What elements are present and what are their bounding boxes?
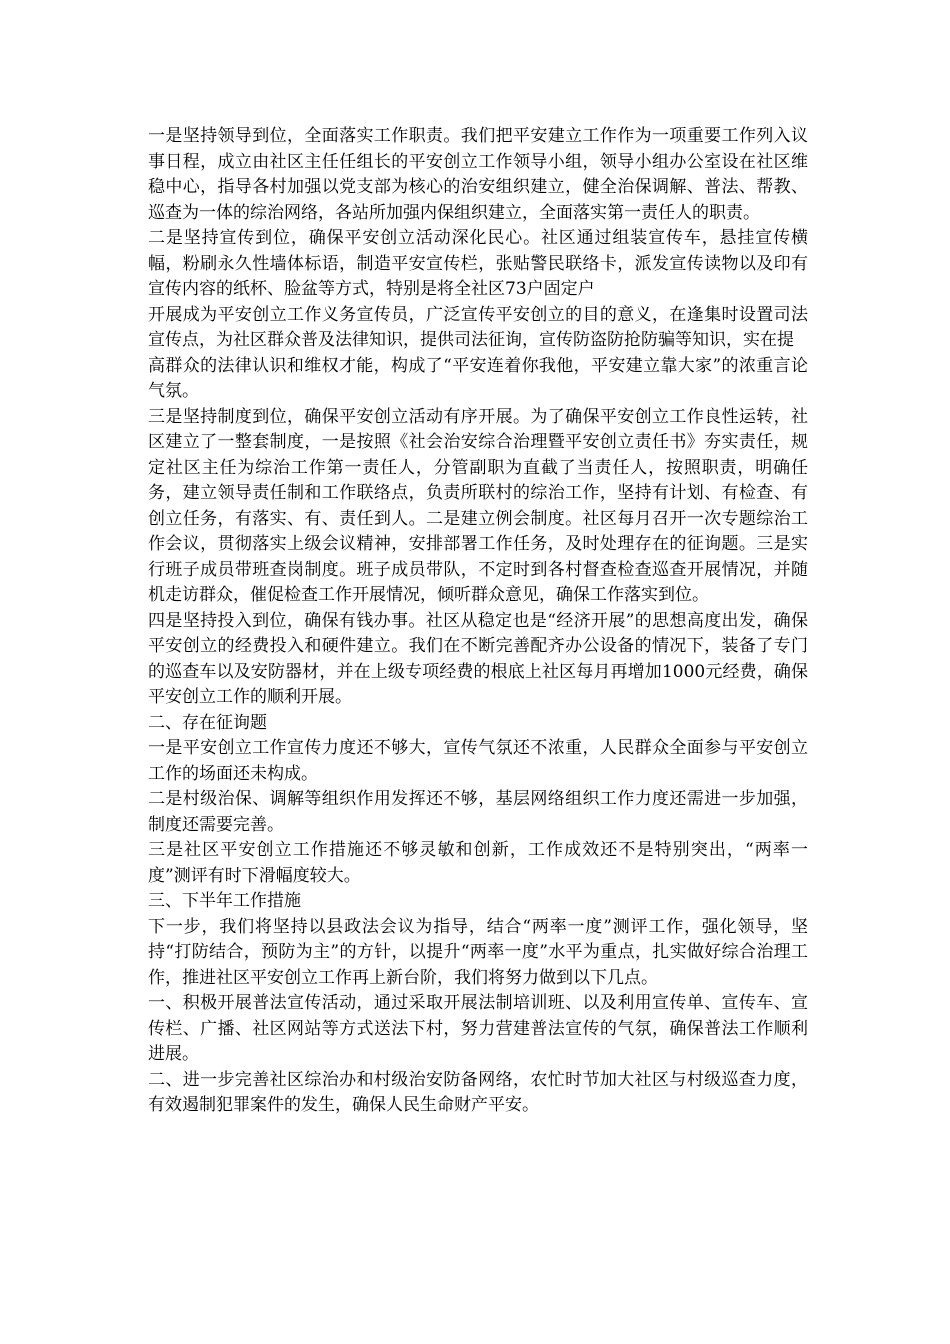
paragraph-leadership: 一是坚持领导到位，全面落实工作职责。我们把平安建立工作作为一项重要工作列入议事日程，成立由社区主任任组长的平安创立工作领导小组，领导小组办公室设在社区维稳中心，指导各村加强以党支部为核心的治安组织建立，健全治保调解、普法、帮教、巡查为一体的综治网络，各站所加强内保组织建立，全面落实第一责任人的职责。: [148, 126, 808, 223]
paragraph-problem-3: 三是社区平安创立工作措施还不够灵敏和创新，工作成效还不是特别突出，“两率一度”测评有时下滑幅度较大。: [148, 840, 808, 886]
paragraph-problem-2: 二是村级治保、调解等组织作用发挥还不够，基层网络组织工作力度还需进一步加强，制度还需要完善。: [148, 789, 808, 835]
paragraph-publicity-continued: 开展成为平安创立工作义务宣传员，广泛宣传平安创立的目的意义，在逢集时设置司法宣传点，为社区群众普及法律知识，提供司法征询，宣传防盗防抢防骗等知识，实在提: [148, 304, 808, 350]
section-heading-measures: 三、下半年工作措施: [148, 891, 301, 911]
document-body: [148, 124, 808, 1119]
paragraph-publicity: 二是坚持宣传到位，确保平安创立活动深化民心。社区通过组装宣传车，悬挂宣传横幅，粉刷永久性墙体标语，制造平安宣传栏，张贴警民联络卡，派发宣传读物以及印有宣传内容的纸杯、脸盆等方式，特别是将全社区73户固定户: [148, 228, 808, 299]
paragraph-measure-1: 一、积极开展普法宣传活动，通过采取开展法制培训班、以及利用宣传单、宣传车、宣传栏、广播、社区网站等方式送法下村，努力营建普法宣传的气氛，确保普法工作顺利进展。: [148, 993, 808, 1064]
paragraph-publicity-end: 高群众的法律认识和维权才能，构成了“平安连着你我他，平安建立靠大家”的浓重言论气氛。: [148, 355, 808, 401]
paragraph-investment: 四是坚持投入到位，确保有钱办事。社区从稳定也是“经济开展”的思想高度出发，确保平安创立的经费投入和硬件建立。我们在不断完善配齐办公设备的情况下，装备了专门的巡查车以及安防器材，并在上级专项经费的根底上社区每月再增加1000元经费，确保平安创立工作的顺利开展。: [148, 610, 808, 707]
paragraph-problem-1: 一是平安创立工作宣传力度还不够大，宣传气氛还不浓重，人民群众全面参与平安创立工作的场面还未构成。: [148, 738, 808, 784]
section-heading-problems: 二、存在征询题: [148, 712, 267, 733]
paragraph-measure-2: 二、进一步完善社区综治办和村级治安防备网络，农忙时节加大社区与村级巡查力度，有效遏制犯罪案件的发生，确保人民生命财产平安。: [148, 1069, 808, 1115]
paragraph-next-step: 下一步，我们将坚持以县政法会议为指导，结合“两率一度”测评工作，强化领导，坚持“打防结合，预防为主”的方针，以提升“两率一度”水平为重点，扎实做好综合治理工作，推进社区平安创立工作再上新台阶，我们将努力做到以下几点。: [148, 916, 808, 988]
paragraph-system: 三是坚持制度到位，确保平安创立活动有序开展。为了确保平安创立工作良性运转，社区建立了一整套制度，一是按照《社会治安综合治理暨平安创立责任书》夯实责任，规定社区主任为综治工作第一责任人，分管副职为直截了当责任人，按照职责，明确任务，建立领导责任制和工作联络点，负责所联村的综治工作，坚持有计划、有检查、有创立任务，有落实、有、责任到人。二是建立例会制度。社区每月召开一次专题综治工作会议，贯彻落实上级会议精神，安排部署工作任务，及时处理存在的征询题。三是实行班子成员带班查岗制度。班子成员带队，不定时到各村督查检查巡查开展情况，并随机走访群众，催促检查工作开展情况，倾听群众意见，确保工作落实到位。: [148, 406, 808, 605]
